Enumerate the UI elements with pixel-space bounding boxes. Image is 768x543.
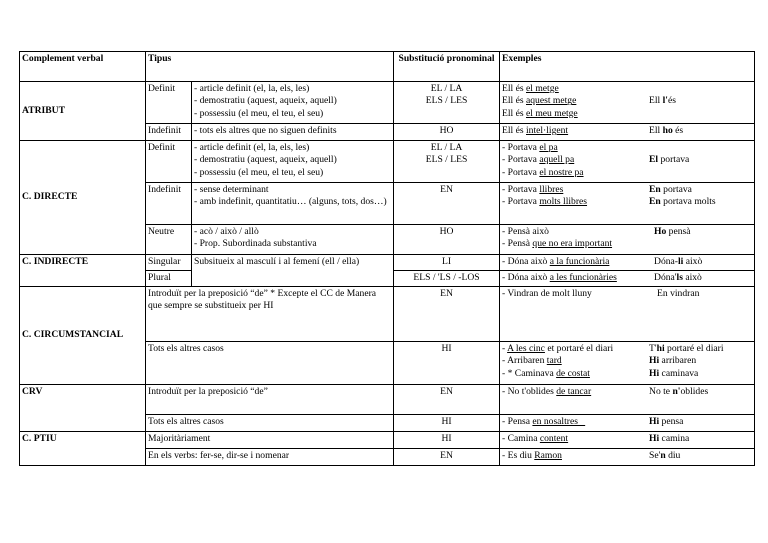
type-cell: Singular <box>146 255 192 271</box>
substituted-example: Ho pensà <box>654 226 691 237</box>
description-cell: Majoritàriament <box>146 432 394 449</box>
examples-cell: - Camina content Hi camina <box>500 432 755 449</box>
description-cell: - article definit (el, la, els, les) - demostratiu (aquest, aqueix, aquell) - possessiu (el meu, el teu, el seu) <box>192 141 394 183</box>
substituted-example: No te n'oblides <box>649 386 709 397</box>
substituted-example: Hi caminava <box>649 367 699 379</box>
substituted-example: Dóna-li això <box>654 256 703 267</box>
substituted-example: Ell ho és <box>649 125 684 136</box>
examples-cell: - Vindran de molt lluny En vindran <box>500 287 755 342</box>
substitution-cell: HO <box>394 225 500 255</box>
examples-cell: - Pensa en nosaltres Hi pensa <box>500 415 755 432</box>
type-cell: Indefinit <box>146 183 192 225</box>
substitution-cell: EN <box>394 449 500 466</box>
examples-cell: Ell és intel·ligent Ell ho és <box>500 124 755 141</box>
type-cell: Definit <box>146 141 192 183</box>
table-row <box>20 287 755 342</box>
description-cell: - acò / això / allò - Prop. Subordinada substantiva <box>192 225 394 255</box>
examples-cell: Ell és el metge Ell és aquest metge Ell l'és Ell és el meu metge <box>500 82 755 124</box>
category-directe: C. DIRECTE <box>20 141 146 255</box>
category-ptiu: C. PTIU <box>20 432 146 466</box>
substitution-cell: EL / LA ELS / LES <box>394 141 500 183</box>
description-cell: En els verbs: fer-se, dir-se i nomenar <box>146 449 394 466</box>
examples-cell: - Portava llibres En portava - Portava molts llibres En portava molts <box>500 183 755 225</box>
table-row <box>20 255 755 271</box>
verbal-complements-table <box>19 51 755 466</box>
substitution-cell: EN <box>394 183 500 225</box>
substitution-cell: HI <box>394 342 500 385</box>
examples-cell: - Portava el pa - Portava aquell pa El portava - Portava el nostre pa <box>500 141 755 183</box>
table-row <box>20 141 755 183</box>
header-substitucio: Substitució pronominal <box>394 52 500 82</box>
description-cell: Introduït per la preposició “de” <box>146 385 394 415</box>
header-complement-verbal: Complement verbal <box>20 52 146 82</box>
description-cell: Subsitueix al masculí i al femení (ell / ella) <box>192 255 394 287</box>
type-cell: Indefinit <box>146 124 192 141</box>
type-cell: Definit <box>146 82 192 124</box>
category-crv: CRV <box>20 385 146 432</box>
category-indirecte: C. INDIRECTE <box>20 255 146 287</box>
header-exemples: Exemples <box>500 52 755 82</box>
substituted-example: En portava molts <box>649 196 716 208</box>
examples-cell: - Dóna això a les funcionàries Dóna'ls això <box>500 271 755 287</box>
description-cell: - article definit (el, la, els, les) - demostratiu (aquest, aqueix, aquell) - possessiu (el meu, el teu, el seu) <box>192 82 394 124</box>
substituted-example: En vindran <box>657 288 700 299</box>
examples-cell: - Pensà això Ho pensà - Pensà que no era important <box>500 225 755 255</box>
category-atribut: ATRIBUT <box>20 82 146 141</box>
substituted-example: Dóna'ls això <box>654 272 702 283</box>
substitution-cell: HI <box>394 415 500 432</box>
substitution-cell: HO <box>394 124 500 141</box>
substitution-cell: LI <box>394 255 500 271</box>
substituted-example: Se'n diu <box>649 450 681 461</box>
substituted-example: El portava <box>649 154 690 166</box>
substituted-example: Hi camina <box>649 433 690 444</box>
header-tipus: Tipus <box>146 52 394 82</box>
category-circumstancial: C. CIRCUMSTANCIAL <box>20 287 146 385</box>
table-row <box>20 385 755 415</box>
table-row <box>20 432 755 449</box>
table-row <box>20 82 755 124</box>
substitution-cell: ELS / 'LS / -LOS <box>394 271 500 287</box>
substituted-example: En portava <box>649 184 692 195</box>
substitution-cell: HI <box>394 432 500 449</box>
description-cell: - tots els altres que no siguen definits <box>192 124 394 141</box>
examples-cell: - A les cinc et portaré el diari T'hi portaré el diari - Arribaren tard Hi arribaren - * Caminava de costat Hi caminava <box>500 342 755 385</box>
substituted-example: Hi arribaren <box>649 355 697 367</box>
type-cell: Plural <box>146 271 192 287</box>
type-cell: Neutre <box>146 225 192 255</box>
substituted-example: Ell l'és <box>649 95 676 107</box>
header-row <box>20 52 755 82</box>
description-cell: Introduït per la preposició “de” * Excepte el CC de Manera que sempre se substitueix per HI <box>146 287 394 342</box>
description-cell: - sense determinant - amb indefinit, quantitatiu… (alguns, tots, dos…) <box>192 183 394 225</box>
examples-cell: - Dóna això a la funcionària Dóna-li això <box>500 255 755 271</box>
description-cell: Tots els altres casos <box>146 342 394 385</box>
examples-cell: - Es diu Ramon Se'n diu <box>500 449 755 466</box>
substitution-cell: EL / LA ELS / LES <box>394 82 500 124</box>
description-cell: Tots els altres casos <box>146 415 394 432</box>
substitution-cell: EN <box>394 287 500 342</box>
substituted-example: Hi pensa <box>649 416 684 427</box>
substitution-cell: EN <box>394 385 500 415</box>
examples-cell: - No t'oblides de tancar No te n'oblides <box>500 385 755 415</box>
substituted-example: T'hi portaré el diari <box>649 343 724 354</box>
